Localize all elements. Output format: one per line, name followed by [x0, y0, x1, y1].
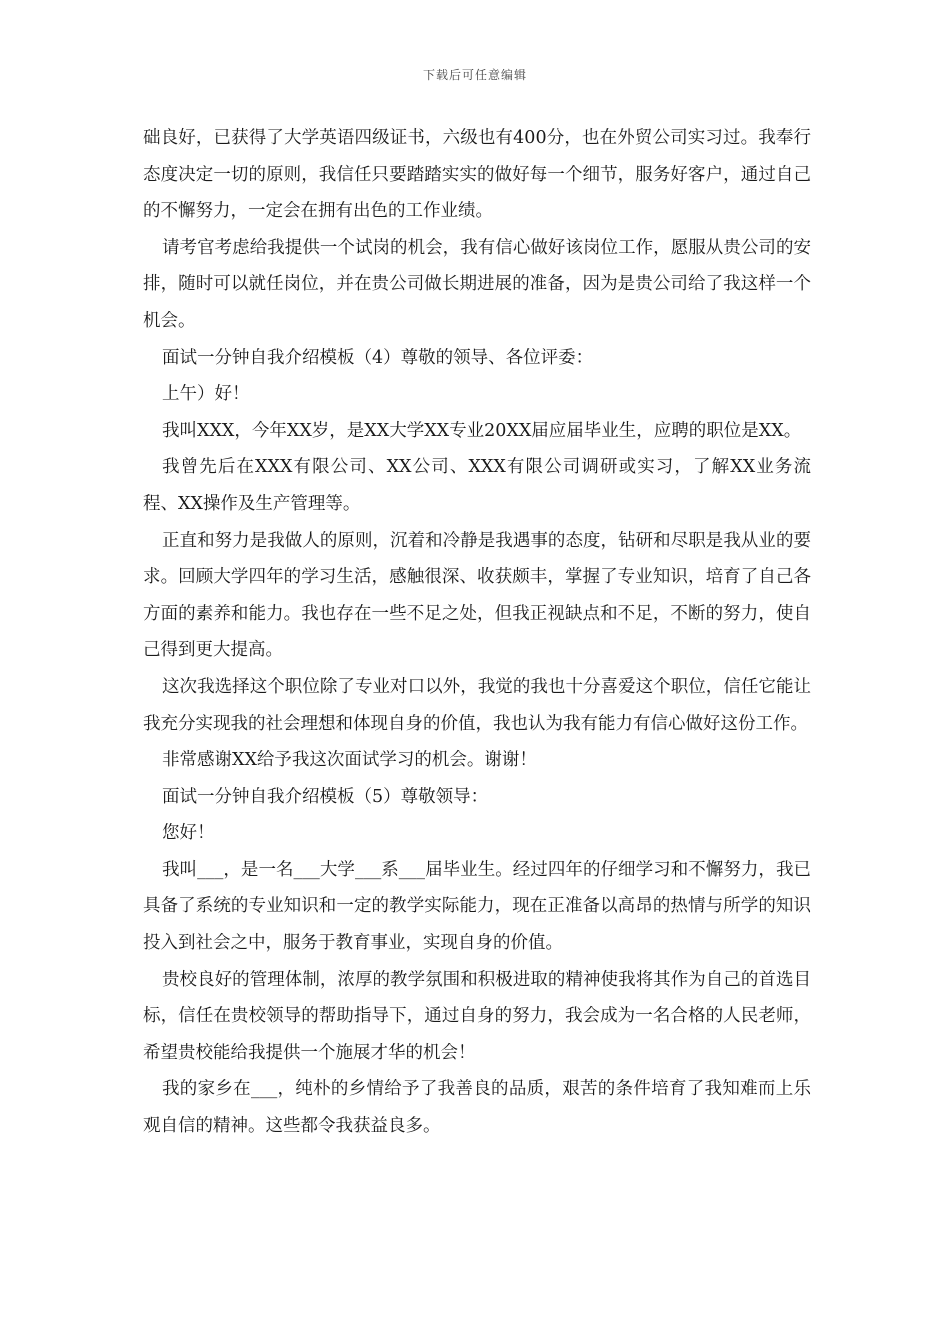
greeting: 您好！ [162, 823, 215, 844]
paragraph: 非常感谢XX给予我这次面试学习的机会。谢谢！ [162, 750, 537, 771]
paragraph: 正直和努力是我做人的原则，沉着和冷静是我遇事的态度，钻研和尽职是我从业的要求。回顾大学四年的学习生活，感触很深、收获颇丰，掌握了专业知识，培育了自己各方面的素养和能力。我也存在一些不足之处，但我正视缺点和不足，不断的努力，使自己得到更大提高。 [143, 530, 811, 661]
paragraph: 请考官考虑给我提供一个试岗的机会，我有信心做好该岗位工作，愿服从贵公司的安排，随时可以就任岗位，并在贵公司做长期进展的准备，因为是贵公司给了我这样一个机会。 [143, 237, 811, 331]
greeting: 上午）好！ [162, 384, 250, 405]
section-heading: 面试一分钟自我介绍模板（5）尊敬领导： [162, 786, 489, 807]
section-heading: 面试一分钟自我介绍模板（4）尊敬的领导、各位评委： [162, 347, 594, 368]
paragraph: 这次我选择这个职位除了专业对口以外，我觉的我也十分喜爱这个职位，信任它能让我充分实现我的社会理想和体现自身的价值，我也认为我有能力有信心做好这份工作。 [143, 676, 811, 734]
paragraph: 贵校良好的管理体制，浓厚的教学氛围和积极进取的精神使我将其作为自己的首选目标，信任在贵校领导的帮助指导下，通过自身的努力，我会成为一名合格的人民老师，希望贵校能给我提供一个施展才华的机会！ [143, 969, 811, 1063]
document-body [143, 120, 811, 1145]
paragraph: 我叫XXX，今年XX岁，是XX大学XX专业20XX届应届毕业生，应聘的职位是XX。 [162, 420, 802, 441]
paragraph: 我曾先后在XXX有限公司、XX公司、XXX有限公司调研或实习，了解XX业务流程、XX操作及生产管理等。 [143, 457, 811, 514]
page-header: 下载后可任意编辑 [422, 68, 527, 82]
paragraph: 础良好，已获得了大学英语四级证书，六级也有400分，也在外贸公司实习过。我奉行态度决定一切的原则，我信任只要踏踏实实的做好每一个细节，服务好客户，通过自己的不懈努力，一定会在拥有出色的工作业绩。 [143, 128, 811, 222]
paragraph: 我的家乡在___，纯朴的乡情给予了我善良的品质，艰苦的条件培育了我知难而上乐观自信的精神。这些都令我获益良多。 [143, 1079, 811, 1137]
paragraph: 我叫___，是一名___大学___系___届毕业生。经过四年的仔细学习和不懈努力，我已具备了系统的专业知识和一定的教学实际能力，现在正准备以高昂的热情与所学的知识投入到社会之中，服务于教育事业，实现自身的价值。 [143, 859, 811, 954]
